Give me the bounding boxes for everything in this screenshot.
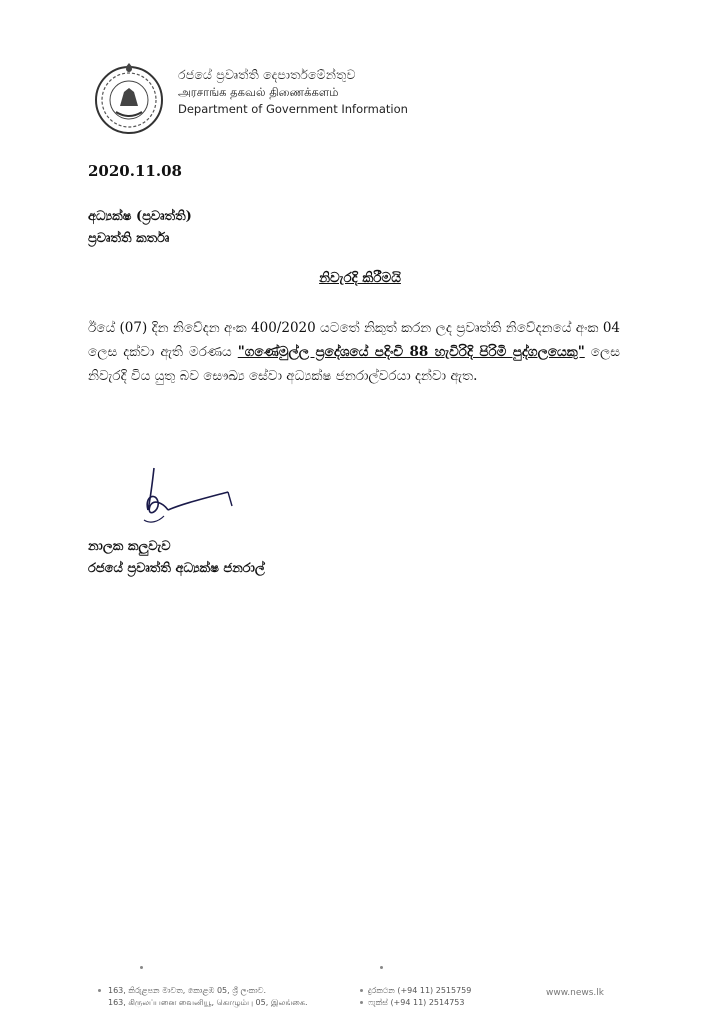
body-part-1: ඊයේ (07) දින නිවේදන අංක 400/2020 යටතේ නිකුත් කරන ලද ප්‍රවෘත්ති නිවේදනයේ අංක 04 ලෙස දක්වා ඇති මරණය [88, 320, 620, 360]
body-part-2: ලෙස නිවැරදි විය යුතු බව සෞඛ්‍ය සේවා අධ්‍යක්ෂ ජනරාල්වරයා දන්වා ඇත. [88, 344, 620, 384]
letter-footer [0, 985, 720, 1018]
footer-fax: ෆැක්ස් (+94 11) 2514753 [368, 998, 465, 1007]
footer-dot-right [380, 966, 383, 969]
footer-address [108, 985, 307, 1009]
heading-text: නිවැරදි කිරීමයි [319, 270, 401, 286]
letterhead-tamil: அரசாங்க தகவல் திணைக்களம் [178, 85, 339, 99]
body-paragraph [88, 316, 620, 388]
letter-heading [0, 270, 720, 286]
footer-dot-left [140, 966, 143, 969]
handwritten-signature [128, 466, 248, 536]
body-highlight: "ගණේමුල්ල ප්‍රදේශයේ පදිංචි 88 හැවිරිදි පිරිමි පුද්ගලයෙකු" [237, 344, 585, 360]
letterhead-english: Department of Government Information [178, 102, 408, 116]
signatory-block [88, 536, 265, 580]
footer-bullet-phone [360, 989, 363, 992]
footer-bullet-fax [360, 1001, 363, 1004]
recipient-line-1: අධ්‍යක්ෂ (ප්‍රවෘත්ති) [88, 209, 192, 224]
sri-lanka-emblem-logo [92, 62, 166, 136]
letter-date: 2020.11.08 [88, 162, 182, 180]
footer-bullet-address [98, 989, 101, 992]
footer-address-sinhala: 163, කිරුළපන මාවත, කොළඹ 05, ශ්‍රී ලංකාව. [108, 986, 267, 995]
recipient-block [88, 206, 192, 250]
footer-contacts [368, 985, 471, 1009]
signatory-name: නාලක කලුවැව [88, 539, 171, 554]
signatory-title: රජයේ ප්‍රවෘත්ති අධ්‍යක්ෂ ජනරාල් [88, 561, 265, 576]
recipient-line-2: ප්‍රවෘත්ති කර්තෘ [88, 231, 170, 246]
footer-website: www.news.lk [546, 988, 604, 998]
letterhead-sinhala: රජයේ ප්‍රවෘත්ති දෙපාර්තමේන්තුව [178, 67, 356, 82]
letterhead-text [178, 66, 408, 117]
footer-address-tamil: 163, கிருலப்பனை வைனியூ, கொழும்பு 05, இலங்கை. [108, 998, 308, 1007]
footer-phone: දුරකථන (+94 11) 2515759 [368, 986, 472, 995]
